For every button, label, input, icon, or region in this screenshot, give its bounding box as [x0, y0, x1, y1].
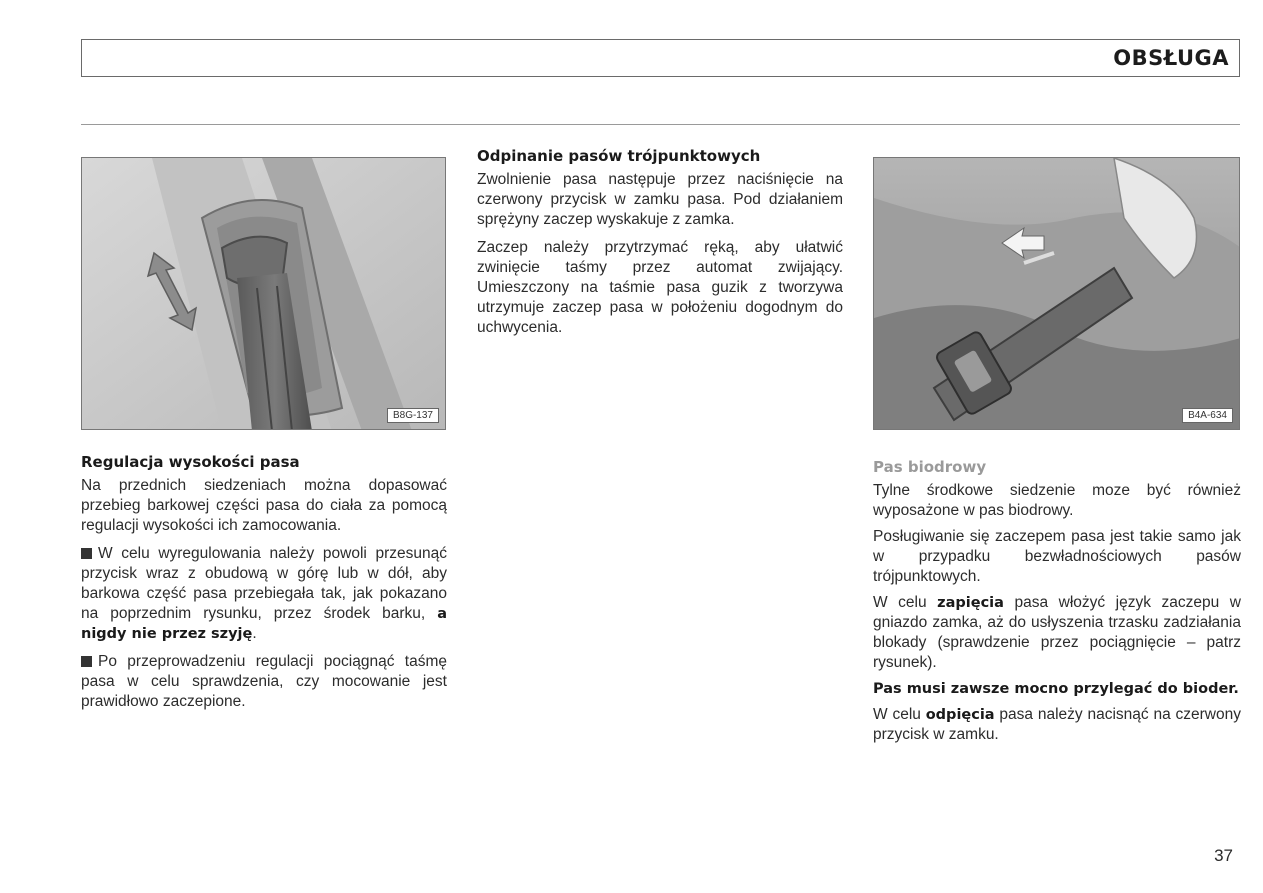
- paragraph-text: W celu wyregulowania należy powoli przesunąć przycisk wraz z obudową w górę lub w dół, aby barkowa część pasa przebiegała tak, jak pokazano na poprzednim rysunku, przez środek barku,: [81, 545, 447, 622]
- paragraph: Posługiwanie się zaczepem pasa jest takie samo jak w przypadku bezwładnościowych pasów trójpunktowych.: [873, 528, 1241, 585]
- section-heading: Regulacja wysokości pasa: [81, 453, 300, 471]
- paragraph-text: W celu: [873, 706, 926, 723]
- emphasis-text: odpięcia: [925, 707, 995, 723]
- lap-belt-figure: [873, 157, 1240, 430]
- paragraph: Zaczep należy przytrzymać ręką, aby ułatwić zwinięcie taśmy przez automat zwijający. Umieszczony na taśmie pasa guzik z tworzywa utrzymuje zaczep pasa w położeniu dogodnym do uchwycenia.: [477, 239, 843, 336]
- paragraph: Tylne środkowe siedzenie moze być również wyposażone w pas biodrowy.: [873, 482, 1241, 519]
- paragraph: Na przednich siedzeniach można dopasować przebieg barkowej części pasa do ciała za pomocą regulacji wysokości ich zamocowania.: [81, 477, 447, 534]
- paragraph: [873, 705, 1241, 745]
- page-number: 37: [1214, 846, 1233, 865]
- bullet-paragraph: [81, 652, 447, 712]
- header-box: [81, 39, 1240, 77]
- emphasis-text: zapięcia: [937, 595, 1004, 611]
- paragraph-text: pasa należy nacisnąć na czerwony przycisk w zamku.: [873, 706, 1241, 743]
- warning-paragraph: [873, 679, 1241, 699]
- lap-belt-illustration: [874, 158, 1240, 430]
- bullet-paragraph: [81, 544, 447, 644]
- section-heading: Odpinanie pasów trójpunktowych: [477, 147, 761, 165]
- section-lap-belt: [873, 457, 1241, 751]
- paragraph-text: pasa włożyć język zaczepu w gniazdo zamka, aż do usłyszenia trzasku zadziałania blokady (sprawdzenie przez pociągnięcie – patrz rysunek).: [873, 594, 1241, 671]
- horizontal-divider: [81, 124, 1240, 125]
- figure-code-label: B4A-634: [1182, 408, 1233, 423]
- paragraph: Zwolnienie pasa następuje przez naciśnięcie na czerwony przycisk w zamku pasa. Pod działaniem sprężyny zaczep wyskakuje z zamka.: [477, 171, 843, 228]
- emphasis-text: a nigdy nie przez szyję: [81, 606, 447, 642]
- bullet-square-icon: [81, 548, 92, 559]
- bullet-square-icon: [81, 656, 92, 667]
- figure-code-label: B8G-137: [387, 408, 439, 423]
- page-section-title: OBSŁUGA: [1113, 46, 1229, 70]
- paragraph-text: W celu: [873, 594, 938, 611]
- section-unbuckling: [477, 146, 843, 346]
- paragraph-text: Po przeprowadzeniu regulacji pociągnąć taśmę pasa w celu sprawdzenia, czy mocowanie jest prawidłowo zaczepione.: [81, 653, 447, 710]
- paragraph: [873, 593, 1241, 673]
- height-adjuster-figure: [81, 157, 446, 430]
- emphasis-text: Pas musi zawsze mocno przylegać do bioder.: [873, 681, 1239, 697]
- section-heading: Pas biodrowy: [873, 458, 987, 476]
- section-height-adjustment: [81, 452, 447, 720]
- height-adjuster-illustration: [82, 158, 446, 430]
- paragraph-text: .: [252, 625, 257, 642]
